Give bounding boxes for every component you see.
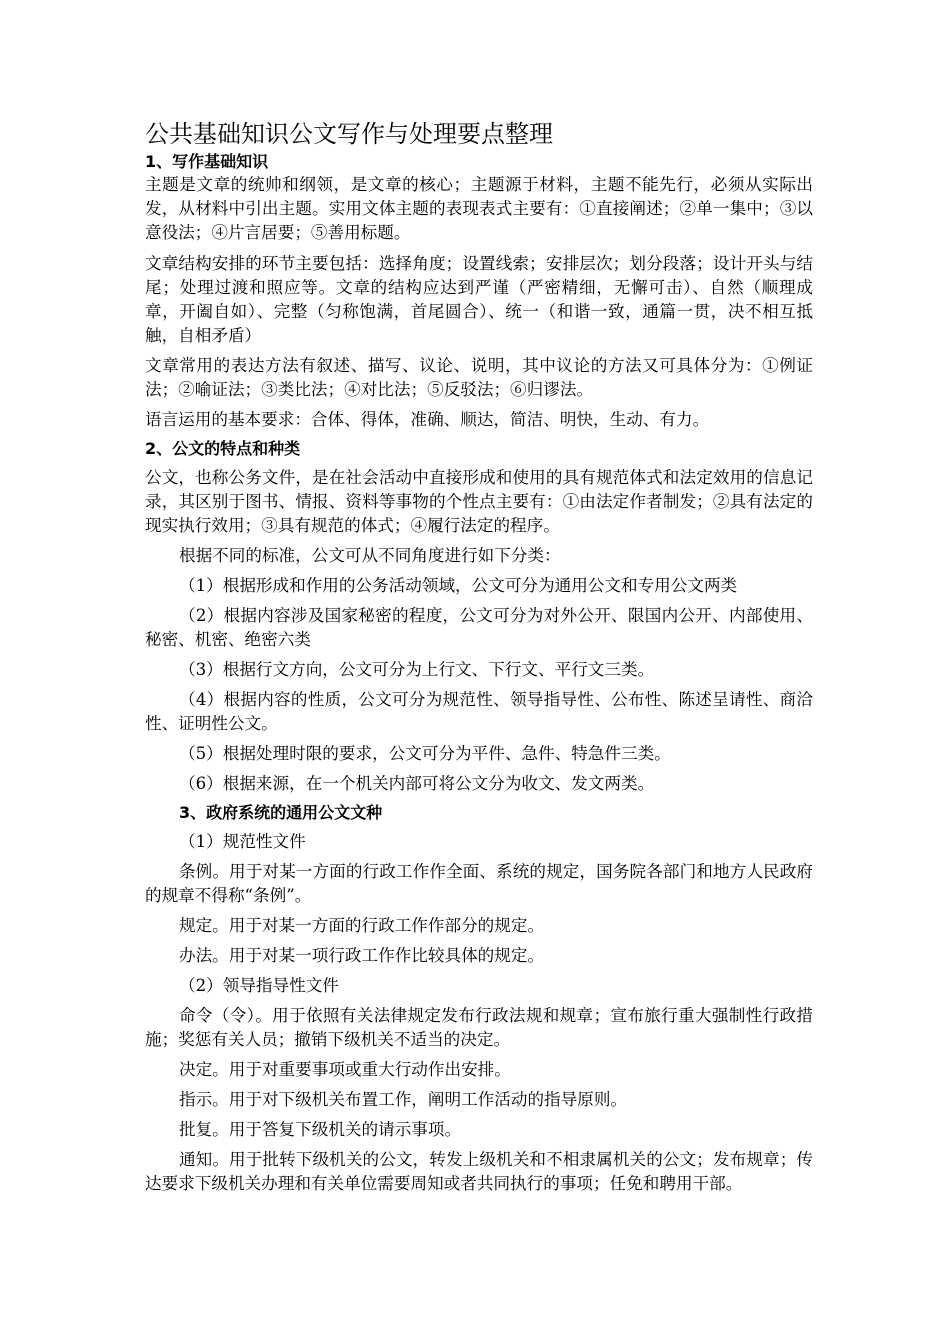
section-1-heading: 1、写作基础知识: [145, 152, 269, 171]
document-title: 公共基础知识公文写作与处理要点整理: [145, 120, 553, 148]
section-3-subheading-guidance: （2）领导指导性文件: [179, 976, 339, 995]
classification-item-1: （1）根据形成和作用的公务活动领域，公文可分为通用公文和专用公文两类: [179, 576, 738, 595]
section-1-paragraph-expression: 文章常用的表达方法有叙述、描写、议论、说明，其中议论的方法又可具体分为：①例证法；②喻证法；③类比法；④对比法；⑤反驳法；⑥归谬法。: [145, 356, 813, 399]
section-2-paragraph-definition: 公文，也称公务文件，是在社会活动中直接形成和使用的具有规范体式和法定效用的信息记录，其区别于图书、情报、资料等事物的个性点主要有：①由法定作者制发；②具有法定的现实执行效用；③具有规范的体式；④履行法定的程序。: [145, 468, 813, 535]
section-3-subheading-normative: （1）规范性文件: [179, 832, 306, 851]
section-3-heading: 3、政府系统的通用公文文种: [179, 803, 383, 822]
doc-type-notice: 通知。用于批转下级机关的公文，转发上级机关和不相隶属机关的公文；发布规章；传达要求下级机关办理和有关单位需要周知或者共同执行的事项；任免和聘用干部。: [145, 1150, 813, 1193]
classification-item-3: （3）根据行文方向，公文可分为上行文、下行文、平行文三类。: [179, 660, 655, 679]
document-body: [145, 117, 813, 1202]
classification-item-4: （4）根据内容的性质，公文可分为规范性、领导指导性、公布性、陈述呈请性、商洽性、证明性公文。: [145, 690, 813, 733]
doc-type-order: 命令（令）。用于依照有关法律规定发布行政法规和规章；宣布旅行重大强制性行政措施；奖惩有关人员；撤销下级机关不适当的决定。: [145, 1006, 813, 1049]
section-2-paragraph-classification: 根据不同的标准，公文可从不同角度进行如下分类：: [179, 546, 561, 565]
classification-item-6: （6）根据来源，在一个机关内部可将公文分为收文、发文两类。: [179, 774, 655, 793]
section-2-heading: 2、公文的特点和种类: [145, 439, 301, 458]
doc-type-regulation: 条例。用于对某一方面的行政工作作全面、系统的规定，国务院各部门和地方人民政府的规章不得称“条例”。: [145, 862, 813, 905]
doc-type-reply: 批复。用于答复下级机关的请示事项。: [179, 1120, 462, 1139]
doc-type-decision: 决定。用于对重要事项或重大行动作出安排。: [179, 1060, 511, 1079]
doc-type-measures: 办法。用于对某一项行政工作作比较具体的规定。: [179, 946, 545, 965]
classification-item-5: （5）根据处理时限的要求，公文可分为平件、急件、特急件三类。: [179, 744, 671, 763]
section-1-paragraph-theme: 主题是文章的统帅和纲领，是文章的核心；主题源于材料，主题不能先行，必须从实际出发，从材料中引出主题。实用文体主题的表现表式主要有：①直接阐述；②单一集中；③以意役法；④片言居要；⑤善用标题。: [145, 175, 813, 242]
classification-item-2: （2）根据内容涉及国家秘密的程度，公文可分为对外公开、限国内公开、内部使用、秘密、机密、绝密六类: [145, 606, 813, 649]
section-1-paragraph-structure: 文章结构安排的环节主要包括：选择角度；设置线索；安排层次；划分段落；设计开头与结尾；处理过渡和照应等。文章的结构应达到严谨（严密精细，无懈可击）、自然（顺理成章，开阖自如）、完整（匀称饱满，首尾圆合）、统一（和谐一致，通篇一贯，决不相互抵触，自相矛盾）: [145, 254, 813, 345]
doc-type-provision: 规定。用于对某一方面的行政工作作部分的规定。: [179, 916, 545, 935]
doc-type-instruction: 指示。用于对下级机关布置工作，阐明工作活动的指导原则。: [179, 1090, 628, 1109]
section-1-paragraph-language: 语言运用的基本要求：合体、得体，准确、顺达，简洁、明快，生动、有力。: [145, 410, 710, 429]
